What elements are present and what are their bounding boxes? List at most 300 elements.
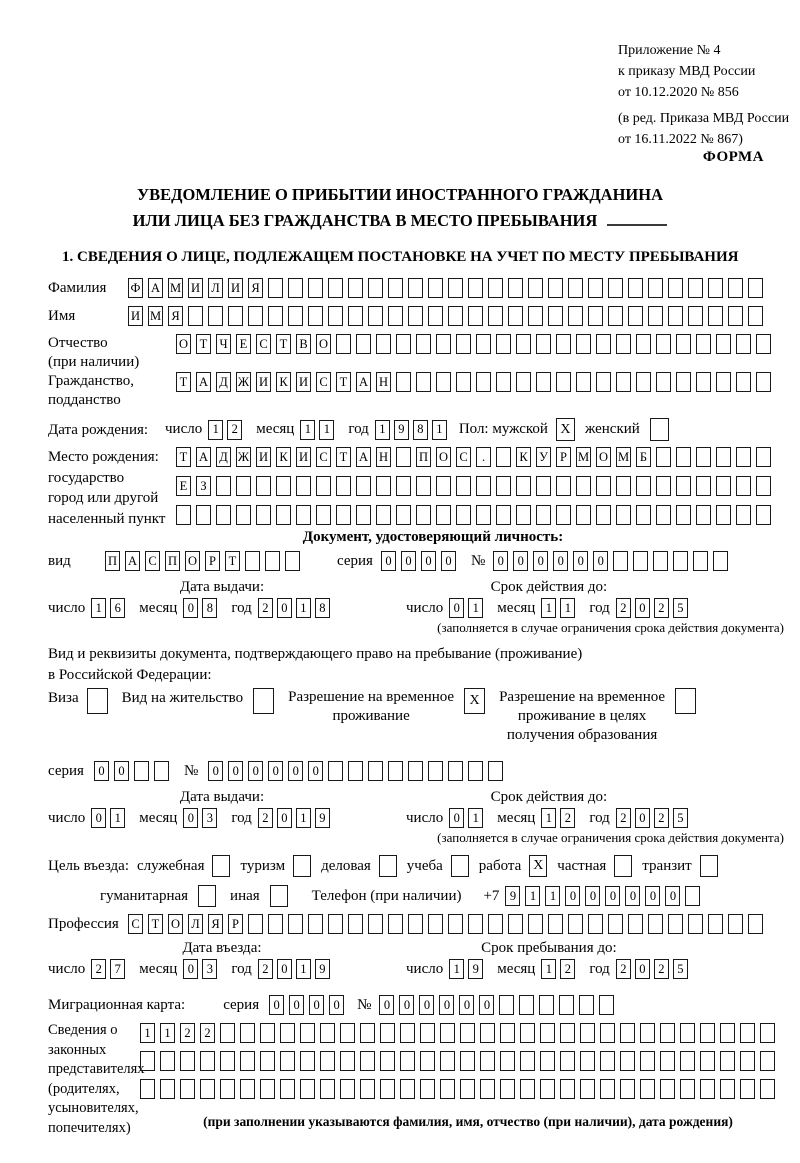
char-box[interactable] [673, 551, 688, 571]
char-box[interactable] [736, 447, 751, 467]
char-box[interactable]: 2 [258, 959, 273, 979]
char-box[interactable] [560, 1051, 575, 1071]
char-box[interactable]: 7 [110, 959, 125, 979]
char-box[interactable] [708, 914, 723, 934]
char-box[interactable] [440, 1079, 455, 1099]
char-box[interactable] [736, 334, 751, 354]
char-box[interactable]: 0 [381, 551, 396, 571]
char-box[interactable]: О [176, 334, 191, 354]
purpose-private-checkbox[interactable] [614, 855, 632, 877]
char-box[interactable]: 1 [300, 420, 315, 440]
char-box[interactable]: 1 [296, 959, 311, 979]
char-box[interactable]: А [125, 551, 140, 571]
char-box[interactable] [368, 761, 383, 781]
char-box[interactable] [696, 372, 711, 392]
char-box[interactable]: 0 [114, 761, 129, 781]
char-box[interactable]: Н [376, 372, 391, 392]
char-box[interactable]: 0 [268, 761, 283, 781]
char-box[interactable]: 0 [289, 995, 304, 1015]
char-box[interactable] [599, 995, 614, 1015]
char-box[interactable] [428, 278, 443, 298]
char-box[interactable] [456, 334, 471, 354]
char-box[interactable] [260, 1079, 275, 1099]
char-box[interactable] [408, 278, 423, 298]
char-box[interactable]: С [128, 914, 143, 934]
char-box[interactable]: 0 [625, 886, 640, 906]
char-box[interactable]: 0 [635, 598, 650, 618]
char-box[interactable] [416, 372, 431, 392]
char-box[interactable]: С [145, 551, 160, 571]
char-box[interactable] [300, 1023, 315, 1043]
char-box[interactable] [539, 995, 554, 1015]
char-box[interactable]: 1 [541, 959, 556, 979]
char-box[interactable] [400, 1051, 415, 1071]
char-box[interactable] [680, 1023, 695, 1043]
char-box[interactable] [528, 306, 543, 326]
char-box[interactable] [648, 914, 663, 934]
char-box[interactable] [220, 1079, 235, 1099]
char-box[interactable] [648, 306, 663, 326]
char-box[interactable] [496, 476, 511, 496]
char-box[interactable]: 0 [277, 808, 292, 828]
char-box[interactable] [200, 1051, 215, 1071]
char-box[interactable]: 2 [560, 959, 575, 979]
char-box[interactable] [328, 761, 343, 781]
char-box[interactable] [480, 1079, 495, 1099]
char-box[interactable] [160, 1051, 175, 1071]
char-box[interactable]: 0 [183, 598, 198, 618]
char-box[interactable] [548, 914, 563, 934]
char-box[interactable]: Я [248, 278, 263, 298]
char-box[interactable] [736, 476, 751, 496]
char-box[interactable] [420, 1051, 435, 1071]
char-box[interactable]: П [416, 447, 431, 467]
char-box[interactable] [340, 1051, 355, 1071]
char-box[interactable] [713, 551, 728, 571]
char-box[interactable]: Д [216, 372, 231, 392]
char-box[interactable] [700, 1023, 715, 1043]
char-box[interactable] [496, 334, 511, 354]
char-box[interactable] [536, 505, 551, 525]
char-box[interactable] [268, 306, 283, 326]
char-box[interactable]: 0 [309, 995, 324, 1015]
char-box[interactable]: Ж [236, 447, 251, 467]
char-box[interactable] [368, 306, 383, 326]
char-box[interactable]: 1 [140, 1023, 155, 1043]
char-box[interactable]: Т [148, 914, 163, 934]
char-box[interactable] [248, 914, 263, 934]
char-box[interactable] [308, 278, 323, 298]
char-box[interactable]: 0 [459, 995, 474, 1015]
char-box[interactable] [436, 334, 451, 354]
char-box[interactable] [688, 278, 703, 298]
char-box[interactable] [500, 1051, 515, 1071]
char-box[interactable]: 2 [616, 598, 631, 618]
char-box[interactable]: 2 [560, 808, 575, 828]
char-box[interactable]: 0 [269, 995, 284, 1015]
char-box[interactable]: 0 [421, 551, 436, 571]
char-box[interactable]: Т [176, 447, 191, 467]
char-box[interactable]: 1 [545, 886, 560, 906]
char-box[interactable]: Т [336, 372, 351, 392]
char-box[interactable]: 9 [505, 886, 520, 906]
char-box[interactable] [376, 505, 391, 525]
char-box[interactable] [516, 476, 531, 496]
char-box[interactable] [640, 1079, 655, 1099]
char-box[interactable]: А [196, 372, 211, 392]
char-box[interactable]: 0 [553, 551, 568, 571]
char-box[interactable]: Д [216, 447, 231, 467]
char-box[interactable] [748, 278, 763, 298]
char-box[interactable]: 2 [616, 808, 631, 828]
char-box[interactable] [700, 1051, 715, 1071]
char-box[interactable]: 0 [91, 808, 106, 828]
char-box[interactable] [588, 914, 603, 934]
rvp-checkbox[interactable]: X [464, 688, 485, 714]
char-box[interactable]: 0 [419, 995, 434, 1015]
purpose-study-checkbox[interactable] [451, 855, 469, 877]
char-box[interactable] [196, 505, 211, 525]
char-box[interactable]: Т [225, 551, 240, 571]
char-box[interactable] [496, 505, 511, 525]
char-box[interactable]: 0 [449, 598, 464, 618]
char-box[interactable]: 0 [605, 886, 620, 906]
char-box[interactable] [200, 1079, 215, 1099]
char-box[interactable]: И [296, 372, 311, 392]
char-box[interactable] [448, 306, 463, 326]
char-box[interactable]: 5 [673, 808, 688, 828]
char-box[interactable]: 0 [379, 995, 394, 1015]
char-box[interactable] [580, 1023, 595, 1043]
char-box[interactable] [420, 1023, 435, 1043]
char-box[interactable]: 0 [183, 959, 198, 979]
char-box[interactable] [408, 914, 423, 934]
char-box[interactable] [600, 1023, 615, 1043]
char-box[interactable]: Е [176, 476, 191, 496]
char-box[interactable] [756, 447, 771, 467]
char-box[interactable] [140, 1079, 155, 1099]
char-box[interactable]: Т [276, 334, 291, 354]
char-box[interactable] [696, 334, 711, 354]
char-box[interactable] [496, 372, 511, 392]
char-box[interactable] [448, 278, 463, 298]
char-box[interactable]: О [316, 334, 331, 354]
char-box[interactable] [588, 278, 603, 298]
char-box[interactable] [680, 1051, 695, 1071]
char-box[interactable]: О [436, 447, 451, 467]
char-box[interactable] [216, 505, 231, 525]
char-box[interactable]: 6 [110, 598, 125, 618]
char-box[interactable]: Р [556, 447, 571, 467]
char-box[interactable] [540, 1079, 555, 1099]
char-box[interactable] [340, 1023, 355, 1043]
char-box[interactable]: И [228, 278, 243, 298]
char-box[interactable] [680, 1079, 695, 1099]
char-box[interactable] [633, 551, 648, 571]
char-box[interactable]: П [165, 551, 180, 571]
char-box[interactable] [256, 505, 271, 525]
char-box[interactable] [696, 505, 711, 525]
char-box[interactable] [220, 1051, 235, 1071]
char-box[interactable]: 1 [468, 598, 483, 618]
char-box[interactable]: 8 [413, 420, 428, 440]
char-box[interactable] [653, 551, 668, 571]
char-box[interactable]: 0 [635, 959, 650, 979]
char-box[interactable] [396, 334, 411, 354]
char-box[interactable] [340, 1079, 355, 1099]
char-box[interactable] [408, 306, 423, 326]
char-box[interactable] [276, 505, 291, 525]
char-box[interactable] [568, 278, 583, 298]
char-box[interactable] [693, 551, 708, 571]
char-box[interactable] [400, 1079, 415, 1099]
char-box[interactable] [740, 1079, 755, 1099]
char-box[interactable] [180, 1051, 195, 1071]
char-box[interactable]: Р [228, 914, 243, 934]
char-box[interactable] [516, 372, 531, 392]
char-box[interactable]: 1 [160, 1023, 175, 1043]
char-box[interactable]: Т [336, 447, 351, 467]
char-box[interactable]: 0 [513, 551, 528, 571]
char-box[interactable] [440, 1051, 455, 1071]
char-box[interactable] [296, 476, 311, 496]
char-box[interactable] [576, 505, 591, 525]
char-box[interactable] [265, 551, 280, 571]
char-box[interactable]: П [105, 551, 120, 571]
char-box[interactable]: Т [176, 372, 191, 392]
char-box[interactable]: . [476, 447, 491, 467]
char-box[interactable] [476, 476, 491, 496]
char-box[interactable] [640, 1051, 655, 1071]
char-box[interactable] [716, 334, 731, 354]
char-box[interactable] [488, 306, 503, 326]
char-box[interactable] [660, 1023, 675, 1043]
char-box[interactable] [728, 914, 743, 934]
char-box[interactable] [296, 505, 311, 525]
char-box[interactable] [696, 447, 711, 467]
char-box[interactable] [628, 306, 643, 326]
char-box[interactable] [448, 914, 463, 934]
char-box[interactable] [140, 1051, 155, 1071]
char-box[interactable]: 2 [227, 420, 242, 440]
char-box[interactable]: 2 [91, 959, 106, 979]
char-box[interactable] [580, 1079, 595, 1099]
char-box[interactable] [620, 1079, 635, 1099]
char-box[interactable]: 0 [439, 995, 454, 1015]
char-box[interactable]: Ч [216, 334, 231, 354]
char-box[interactable] [328, 306, 343, 326]
char-box[interactable] [396, 447, 411, 467]
char-box[interactable] [540, 1023, 555, 1043]
char-box[interactable] [668, 306, 683, 326]
char-box[interactable] [728, 278, 743, 298]
char-box[interactable] [468, 278, 483, 298]
char-box[interactable]: 0 [401, 551, 416, 571]
purpose-business-checkbox[interactable] [379, 855, 397, 877]
char-box[interactable] [636, 505, 651, 525]
char-box[interactable] [428, 761, 443, 781]
char-box[interactable] [288, 914, 303, 934]
char-box[interactable] [556, 505, 571, 525]
char-box[interactable]: 0 [308, 761, 323, 781]
char-box[interactable] [360, 1079, 375, 1099]
char-box[interactable] [348, 306, 363, 326]
char-box[interactable] [416, 476, 431, 496]
char-box[interactable] [420, 1079, 435, 1099]
char-box[interactable] [268, 914, 283, 934]
char-box[interactable] [536, 372, 551, 392]
char-box[interactable] [256, 476, 271, 496]
char-box[interactable] [348, 278, 363, 298]
purpose-official-checkbox[interactable] [212, 855, 230, 877]
char-box[interactable] [756, 505, 771, 525]
char-box[interactable] [608, 306, 623, 326]
char-box[interactable]: 0 [399, 995, 414, 1015]
char-box[interactable] [556, 372, 571, 392]
visa-checkbox[interactable] [87, 688, 108, 714]
char-box[interactable] [536, 476, 551, 496]
char-box[interactable]: О [596, 447, 611, 467]
char-box[interactable] [760, 1051, 775, 1071]
char-box[interactable] [216, 476, 231, 496]
char-box[interactable]: 1 [541, 808, 556, 828]
vnj-checkbox[interactable] [253, 688, 274, 714]
char-box[interactable]: 3 [202, 959, 217, 979]
char-box[interactable] [408, 761, 423, 781]
char-box[interactable]: 0 [208, 761, 223, 781]
char-box[interactable] [260, 1023, 275, 1043]
char-box[interactable] [560, 1079, 575, 1099]
char-box[interactable]: 0 [533, 551, 548, 571]
char-box[interactable]: С [456, 447, 471, 467]
char-box[interactable] [616, 334, 631, 354]
char-box[interactable] [676, 334, 691, 354]
char-box[interactable] [700, 1079, 715, 1099]
char-box[interactable] [300, 1079, 315, 1099]
char-box[interactable] [468, 914, 483, 934]
char-box[interactable]: 0 [277, 598, 292, 618]
char-box[interactable] [616, 505, 631, 525]
char-box[interactable] [560, 1023, 575, 1043]
purpose-work-checkbox[interactable]: X [529, 855, 547, 877]
char-box[interactable]: 9 [315, 959, 330, 979]
char-box[interactable]: 1 [375, 420, 390, 440]
char-box[interactable] [740, 1051, 755, 1071]
char-box[interactable]: Б [636, 447, 651, 467]
char-box[interactable] [736, 505, 751, 525]
char-box[interactable] [285, 551, 300, 571]
char-box[interactable] [276, 476, 291, 496]
char-box[interactable] [368, 914, 383, 934]
char-box[interactable] [380, 1051, 395, 1071]
char-box[interactable]: 2 [654, 808, 669, 828]
char-box[interactable]: 0 [585, 886, 600, 906]
char-box[interactable]: 1 [541, 598, 556, 618]
char-box[interactable] [456, 476, 471, 496]
char-box[interactable] [480, 1023, 495, 1043]
char-box[interactable] [508, 306, 523, 326]
char-box[interactable] [528, 914, 543, 934]
char-box[interactable]: А [356, 447, 371, 467]
char-box[interactable] [540, 1051, 555, 1071]
char-box[interactable]: 0 [441, 551, 456, 571]
char-box[interactable] [360, 1023, 375, 1043]
char-box[interactable]: 3 [202, 808, 217, 828]
char-box[interactable] [656, 372, 671, 392]
char-box[interactable]: А [196, 447, 211, 467]
char-box[interactable] [240, 1051, 255, 1071]
char-box[interactable] [460, 1051, 475, 1071]
sex-male-checkbox[interactable]: X [556, 418, 575, 441]
char-box[interactable] [356, 505, 371, 525]
char-box[interactable]: 0 [449, 808, 464, 828]
char-box[interactable] [496, 447, 511, 467]
char-box[interactable]: И [256, 372, 271, 392]
char-box[interactable]: 0 [94, 761, 109, 781]
char-box[interactable] [388, 914, 403, 934]
char-box[interactable] [280, 1023, 295, 1043]
char-box[interactable]: Р [205, 551, 220, 571]
char-box[interactable]: М [616, 447, 631, 467]
char-box[interactable]: 0 [288, 761, 303, 781]
char-box[interactable] [188, 306, 203, 326]
char-box[interactable] [756, 334, 771, 354]
char-box[interactable] [316, 505, 331, 525]
char-box[interactable]: Ф [128, 278, 143, 298]
purpose-other-checkbox[interactable] [270, 885, 288, 907]
char-box[interactable] [736, 372, 751, 392]
char-box[interactable] [376, 476, 391, 496]
char-box[interactable] [320, 1051, 335, 1071]
char-box[interactable] [760, 1079, 775, 1099]
char-box[interactable] [548, 306, 563, 326]
purpose-transit-checkbox[interactable] [700, 855, 718, 877]
char-box[interactable] [559, 995, 574, 1015]
char-box[interactable] [468, 306, 483, 326]
char-box[interactable] [500, 1079, 515, 1099]
char-box[interactable] [436, 505, 451, 525]
char-box[interactable]: О [185, 551, 200, 571]
char-box[interactable] [260, 1051, 275, 1071]
char-box[interactable]: Ж [236, 372, 251, 392]
char-box[interactable]: 1 [432, 420, 447, 440]
char-box[interactable] [436, 476, 451, 496]
char-box[interactable]: 1 [208, 420, 223, 440]
char-box[interactable] [336, 505, 351, 525]
char-box[interactable]: С [256, 334, 271, 354]
char-box[interactable] [428, 306, 443, 326]
char-box[interactable] [380, 1079, 395, 1099]
char-box[interactable] [688, 306, 703, 326]
char-box[interactable] [520, 1023, 535, 1043]
char-box[interactable] [460, 1023, 475, 1043]
char-box[interactable]: 8 [202, 598, 217, 618]
char-box[interactable]: И [296, 447, 311, 467]
char-box[interactable] [328, 914, 343, 934]
char-box[interactable]: 0 [493, 551, 508, 571]
char-box[interactable] [400, 1023, 415, 1043]
char-box[interactable] [596, 334, 611, 354]
char-box[interactable] [720, 1051, 735, 1071]
char-box[interactable] [180, 1079, 195, 1099]
char-box[interactable] [308, 306, 323, 326]
char-box[interactable] [476, 372, 491, 392]
char-box[interactable] [580, 1051, 595, 1071]
char-box[interactable] [308, 914, 323, 934]
char-box[interactable]: И [188, 278, 203, 298]
char-box[interactable]: 0 [329, 995, 344, 1015]
char-box[interactable] [620, 1051, 635, 1071]
